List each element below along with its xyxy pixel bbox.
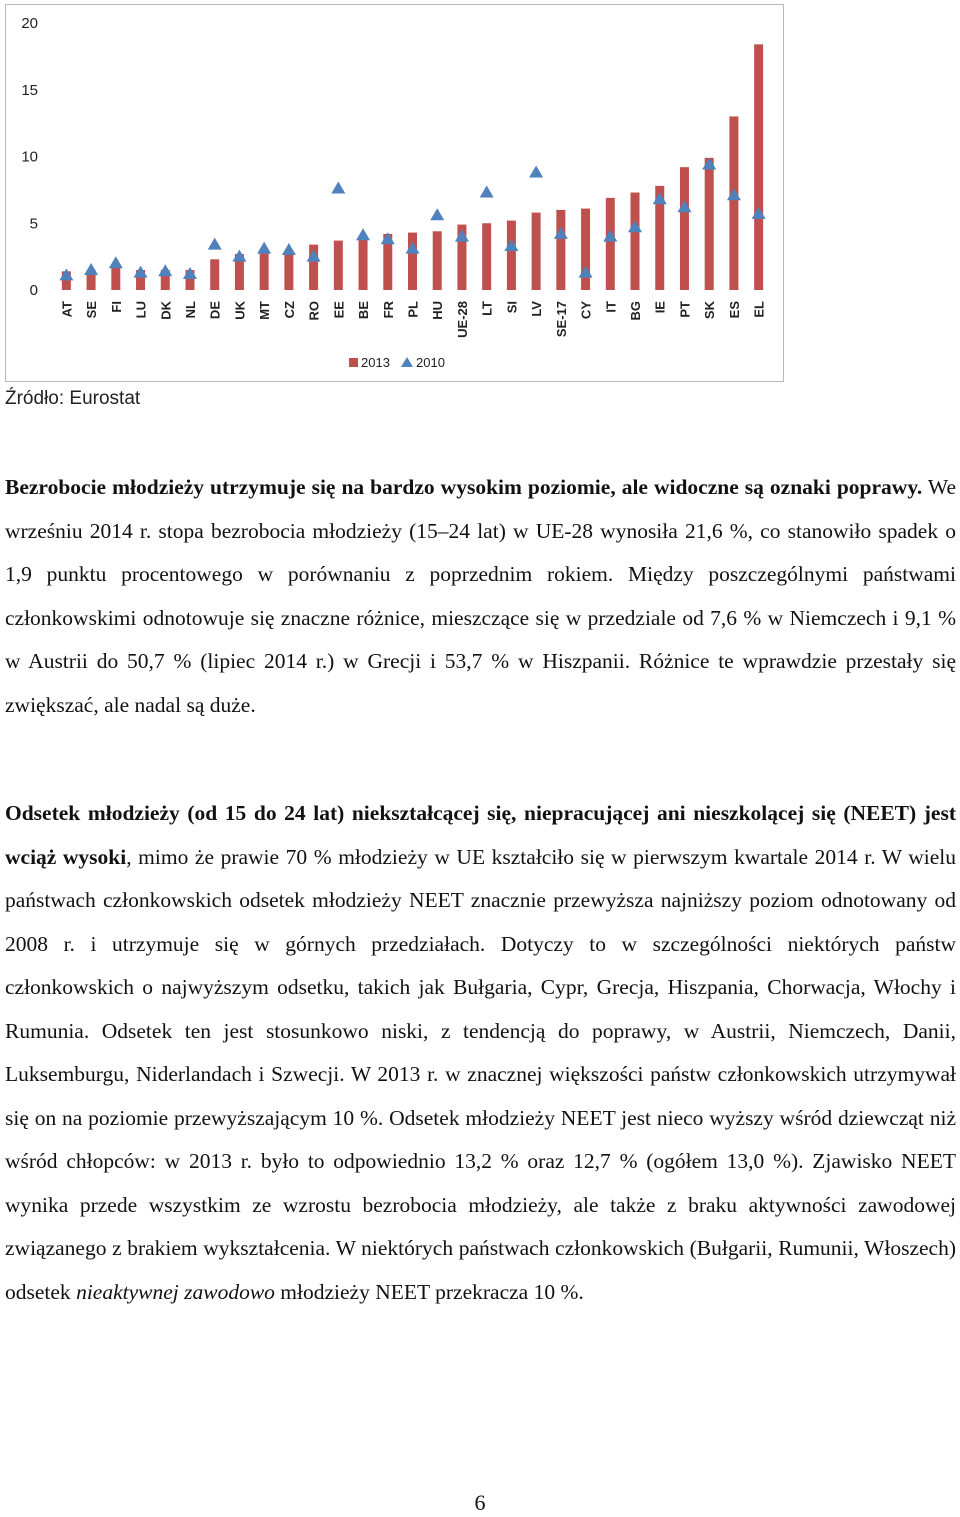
marker-2010 [554,227,568,239]
bar-2013 [433,231,442,290]
bar-2013 [284,251,293,290]
marker-2010 [183,267,197,279]
y-tick-label: 15 [21,81,38,99]
x-tick-label: EL [751,301,767,318]
marker-2010 [208,238,222,250]
marker-2010 [257,242,271,254]
youth-unemployment-chart [5,4,784,382]
x-tick-label: LT [479,301,495,316]
x-tick-label: AT [59,301,75,318]
marker-2010 [356,228,370,240]
x-tick-label: ES [726,301,742,319]
marker-2010 [628,220,642,232]
marker-2010 [381,232,395,244]
x-tick-label: FR [380,301,396,319]
marker-2010 [579,266,593,278]
bar-2013 [260,251,269,290]
bar-2013 [556,210,565,290]
marker-2010 [480,186,494,198]
marker-2010 [727,188,741,200]
x-tick-label: IE [652,301,668,314]
x-tick-label: RO [306,301,322,321]
marker-2010 [406,242,420,254]
paragraph-body: , mimo że prawie 70 % młodzieży w UE kształciło się w pierwszym kwartale 2014 r. W wielu państwach członkowskich odsetek młodzieży NEET znacznie przewyższa najniższy poziom odnotowany od 2008 r. i utrzymuje się w górnych przedziałach. Dotyczy to w szczególności niektórych państw członkowskich o najwyższym odsetku, takich jak Bułgaria, Cypr, Grecja, Hiszpania, Chorwacja, Włochy i Rumunia. Odsetek ten jest stosunkowo niski, z tendencją do poprawy, w Austrii, Niemczech, Danii, Luksemburgu, Niderlandach i Szwecji. W 2013 r. w znacznej większości państw członkowskich utrzymywał się on na poziomie przewyższającym 10 %. Odsetek młodzieży NEET jest nieco wyższy wśród dziewcząt niż wśród chłopców: w 2013 r. było to odpowiednio 13,2 % oraz 12,7 % (ogółem 13,0 %). Zjawisko NEET wynika przede wszystkim ze wzrostu bezrobocia młodzieży, ale także z braku aktywności zawodowej związanego z brakiem wykształcenia. W niektórych państwach członkowskich (Bułgarii, Rumunii, Włoszech) odsetek [5,844,956,1304]
bar-2013 [581,209,590,290]
y-tick-label: 10 [21,148,38,166]
x-tick-label: CZ [281,301,297,319]
paragraph-lead-bold: Odsetek młodzieży (od 15 do 24 lat) niekształcącej się, niepracującej ani nieszkolącej się (NEET) jest wciąż wysoki [5,801,956,869]
bar-2013 [680,167,689,290]
x-tick-label: LU [133,301,149,319]
marker-2010 [455,230,469,242]
chart-legend [349,355,445,370]
marker-2010 [603,230,617,242]
marker-2010 [430,208,444,220]
paragraph-body-end: młodzieży NEET przekracza 10 %. [274,1279,584,1304]
bar-2013 [754,44,763,290]
y-tick-label: 20 [21,15,38,32]
marker-2010 [307,250,321,262]
paragraph-youth-unemployment [5,466,956,727]
marker-2010 [158,264,172,276]
y-axis-labels [21,15,38,299]
legend-label-2013: 2013 [361,355,390,370]
bar-2013 [532,213,541,290]
x-tick-label: IT [603,301,619,313]
x-tick-label: BE [356,301,372,320]
x-tick-label: EE [331,301,347,319]
x-tick-label: LV [529,301,545,317]
legend-swatch-2010 [401,357,413,367]
x-tick-label: SK [702,301,718,320]
legend-swatch-2013 [349,358,358,367]
paragraph-neet [5,792,956,1314]
bar-2013 [606,198,615,290]
x-tick-label: DK [158,301,174,320]
x-tick-label: UK [232,301,248,320]
x-tick-label: UE-28 [454,301,470,338]
page-number: 6 [474,1490,486,1515]
chart-svg [6,5,783,381]
bar-2013 [729,116,738,290]
x-tick-label: SI [504,301,520,314]
marker-2010 [59,268,73,280]
x-axis-labels [59,300,766,337]
bar-2013 [334,241,343,290]
marker-2010 [702,158,716,170]
y-tick-label: 5 [29,215,38,233]
paragraph-body: We wrześniu 2014 r. stopa bezrobocia młodzieży (15–24 lat) w UE-28 wynosiła 21,6 %, co stanowiło spadek o 1,9 punktu procentowego w porównaniu z poprzednim rokiem. Między poszczególnymi państwami członkowskimi odnotowuje się znaczne różnice, mieszczące się w przedziale od 7,6 % w Niemczech i 9,1 % w Austrii do 50,7 % (lipiec 2014 r.) w Grecji i 53,7 % w Hiszpanii. Różnice te wprawdzie przestały się zwiększać, ale nadal są duże. [5,475,956,717]
bar-2013 [210,259,219,290]
marker-2010 [331,182,345,194]
x-tick-label: BG [628,301,644,321]
marker-2010 [653,192,667,204]
marker-2010 [109,256,123,268]
marker-2010 [752,207,766,219]
marker-2010 [232,250,246,262]
x-tick-label: NL [182,301,198,319]
marker-2010 [529,166,543,178]
bar-2013 [631,193,640,290]
paragraph-italic-term: nieaktywnej zawodowo [76,1279,275,1304]
x-tick-label: FI [108,301,124,313]
marker-2010 [84,263,98,275]
x-tick-label: HU [430,301,446,320]
x-tick-label: DE [207,301,223,320]
marker-2010 [134,266,148,278]
marker-2010 [282,243,296,255]
source-note: Źródło: Eurostat [5,388,141,409]
x-tick-label: MT [257,301,273,320]
y-tick-label: 0 [29,282,38,299]
bar-2013 [482,223,491,290]
legend-label-2010: 2010 [416,355,445,370]
bar-2013 [111,266,120,290]
x-tick-label: SE [84,301,100,319]
x-tick-label: CY [578,301,594,320]
marker-2010 [677,200,691,212]
x-tick-label: PT [677,301,693,318]
bar-2013 [359,239,368,290]
marker-2010 [504,239,518,251]
bar-2013 [507,221,516,290]
x-tick-label: PL [405,301,421,318]
bar-2013 [705,158,714,290]
bar-2013 [408,233,417,290]
paragraph-lead-bold: Bezrobocie młodzieży utrzymuje się na bardzo wysokim poziomie, ale widoczne są oznaki poprawy. [5,475,923,499]
x-tick-label: SE-17 [553,301,569,338]
